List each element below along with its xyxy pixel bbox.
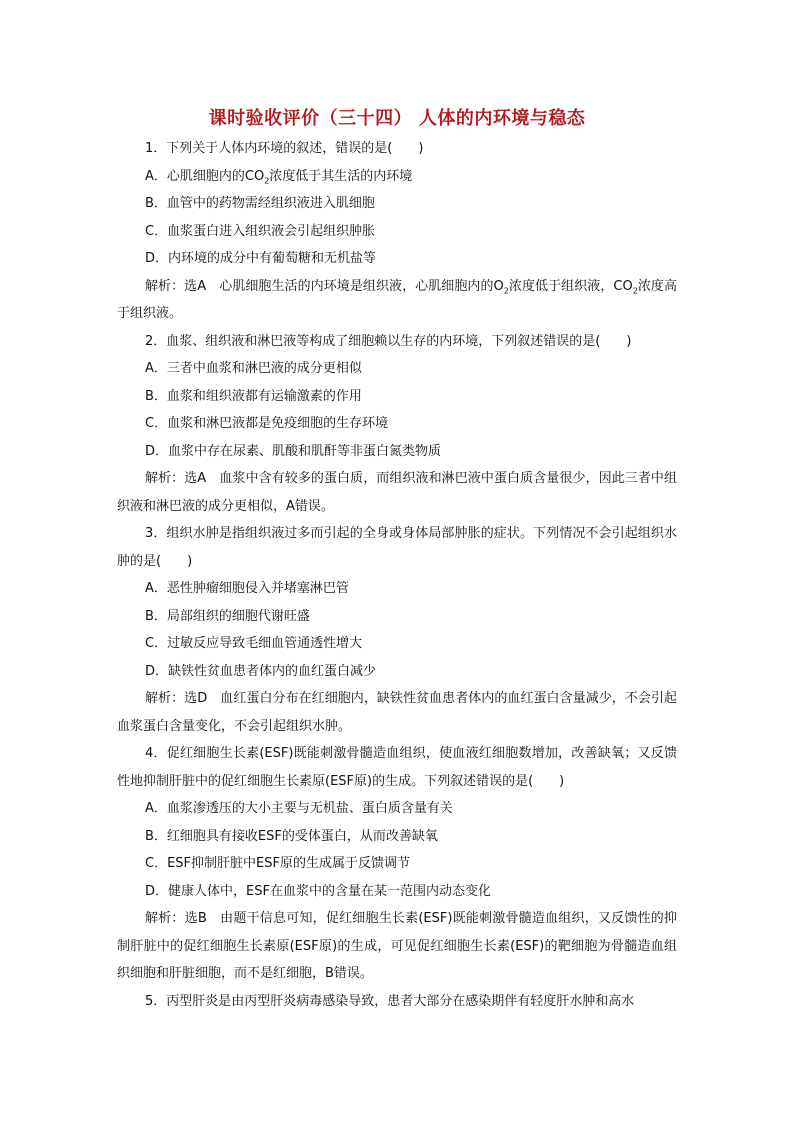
question-2-analysis: 解析：选A 血浆中含有较多的蛋白质，而组织液和淋巴液中蛋白质含量很少，因此三者中组织液和淋巴液的成分更相似，A错误。	[117, 471, 677, 514]
question-1-analysis	[117, 273, 677, 328]
question-body	[117, 135, 677, 1015]
question-2-stem: 2．血浆、组织液和淋巴液等构成了细胞赖以生存的内环境，下列叙述错误的是( )	[145, 333, 632, 349]
question-2-option-d: D．血浆中存在尿素、肌酸和肌酐等非蛋白氮类物质	[145, 443, 442, 459]
question-2-option-a: A．三者中血浆和淋巴液的成分更相似	[145, 361, 362, 376]
question-1-option-d: D．内环境的成分中有葡萄糖和无机盐等	[145, 251, 377, 266]
question-3-option-d: D．缺铁性贫血患者体内的血红蛋白减少	[145, 663, 377, 679]
question-4-option-a: A．血浆渗透压的大小主要与无机盐、蛋白质含量有关	[145, 801, 453, 816]
question-5-stem: 5．丙型肝炎是由丙型肝炎病毒感染导致，患者大部分在感染期伴有轻度肝水肿和高水	[145, 993, 635, 1009]
question-3-stem: 3．组织水肿是指组织液过多而引起的全身或身体局部肿胀的症状。下列情况不会引起组织水肿的是( )	[117, 526, 677, 569]
subscript: 2	[632, 286, 638, 296]
question-4-analysis: 解析：选B 由题干信息可知，促红细胞生长素(ESF)既能刺激骨髓造血组织，又反馈性的抑制肝脏中的促红细胞生长素原(ESF原)的生成，可见促红细胞生长素(ESF)的靶细胞为骨髓造血组织细胞和肝脏细胞，而不是红细胞，B错误。	[117, 911, 677, 981]
question-2-option-c: C．血浆和淋巴液都是免疫细胞的生存环境	[145, 416, 389, 431]
question-4-option-d: D．健康人体中，ESF在血浆中的含量在某一范围内动态变化	[145, 883, 491, 899]
question-1-option-c: C．血浆蛋白进入组织液会引起组织肿胀	[145, 223, 376, 239]
question-4-option-b: B．红细胞具有接收ESF的受体蛋白，从而改善缺氧	[145, 828, 438, 844]
analysis-text: 解析：选A 心肌细胞生活的内环境是组织液，心肌细胞内的O	[145, 278, 504, 294]
subscript: 2	[503, 286, 509, 296]
option-text: 浓度低于其生活的内环境	[269, 168, 413, 184]
page-title: 课时验收评价（三十四） 人体的内环境与稳态	[208, 108, 586, 129]
analysis-text: 浓度高于组织液。	[117, 278, 677, 321]
question-2-option-b: B．血浆和组织液都有运输激素的作用	[145, 388, 362, 404]
subscript: 2	[264, 176, 270, 186]
question-4-option-c: C．ESF抑制肝脏中ESF原的生成属于反馈调节	[145, 856, 410, 871]
question-1-option-b: B．血管中的药物需经组织液进入肌细胞	[145, 196, 375, 211]
question-3-analysis: 解析：选D 血红蛋白分布在红细胞内，缺铁性贫血患者体内的血红蛋白含量减少，不会引起血浆蛋白含量变化，不会引起组织水肿。	[117, 691, 677, 734]
question-1-stem: 1．下列关于人体内环境的叙述，错误的是( )	[145, 141, 424, 156]
question-4-stem: 4．促红细胞生长素(ESF)既能刺激骨髓造血组织，使血液红细胞数增加，改善缺氧；又反馈性地抑制肝脏中的促红细胞生长素原(ESF原)的生成。下列叙述错误的是( )	[117, 746, 677, 789]
question-1-option-a	[117, 163, 677, 191]
question-3-option-c: C．过敏反应导致毛细血管通透性增大	[145, 636, 363, 651]
option-text: A．心肌细胞内的CO	[145, 168, 265, 184]
analysis-text: 浓度低于组织液，CO	[508, 278, 633, 294]
question-3-option-a: A．恶性肿瘤细胞侵入并堵塞淋巴管	[145, 581, 349, 596]
question-3-option-b: B．局部组织的细胞代谢旺盛	[145, 608, 310, 624]
